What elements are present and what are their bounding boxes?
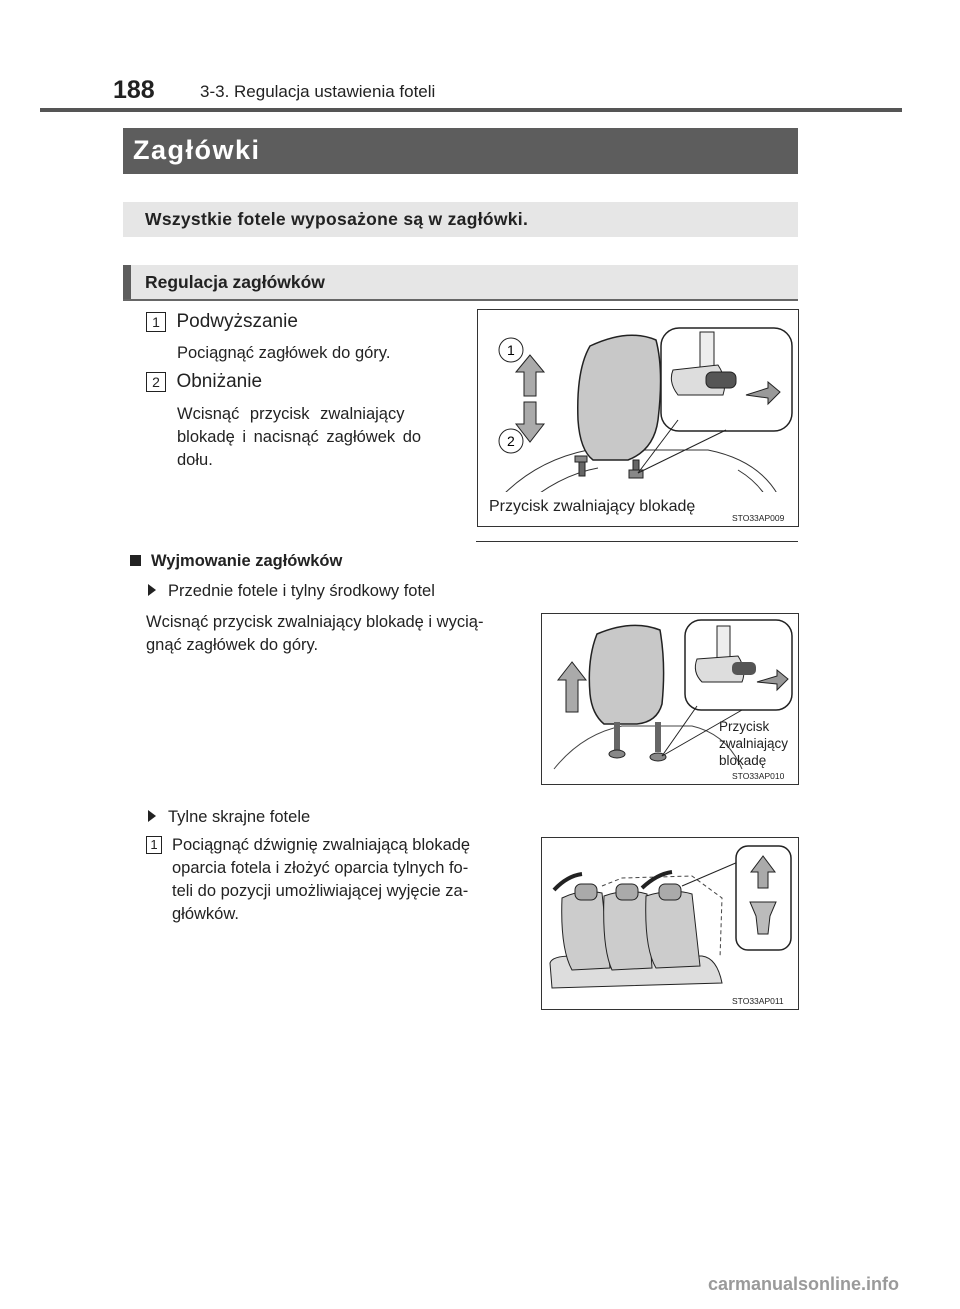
step-number: 1 — [146, 312, 166, 332]
triangle-bullet-icon — [148, 810, 156, 822]
step-2-text — [177, 403, 461, 472]
section-note: Wszystkie fotele wyposażone są w zagłówki. — [145, 209, 529, 229]
step-title: Obniżanie — [176, 371, 263, 392]
watermark: carmanualsonline.info — [708, 1274, 900, 1294]
step-2 — [146, 371, 262, 393]
text-line: gnąć zagłówek do góry. — [146, 636, 319, 654]
section-title-bar — [123, 128, 798, 174]
text-line: blokadę i nacisnąć zagłówek do — [177, 428, 422, 446]
rear-seats-text — [172, 834, 519, 926]
headrest-adjust-figure — [477, 309, 799, 527]
header-rule — [40, 108, 902, 112]
front-seats-text — [146, 611, 526, 657]
text-line: oparcia fotela i złożyć oparcia tylnych fo- — [172, 859, 469, 877]
section-title: Zagłówki — [133, 135, 261, 165]
rear-seats-title: Tylne skrajne fotele — [168, 808, 311, 826]
rear-seats-illustration — [542, 838, 798, 1009]
front-seats-item — [148, 580, 435, 603]
heading-accent — [123, 265, 131, 299]
rear-seats-item — [148, 806, 310, 829]
callout-1: 1 — [507, 342, 515, 358]
step-title: Podwyższanie — [176, 311, 298, 332]
headrest-adjust-illustration — [478, 310, 798, 526]
text-line: główków. — [172, 905, 239, 923]
figure-label: Przycisk zwalniający blokadę — [489, 498, 696, 515]
front-headrest-figure — [541, 613, 799, 785]
rear-seats-figure — [541, 837, 799, 1010]
page-number: 188 — [113, 76, 155, 104]
step-1-text: Pociągnąć zagłówek do góry. — [177, 344, 391, 362]
label-line: zwalniający — [719, 736, 789, 751]
figure-code: STO33AP009 — [732, 513, 785, 523]
text-line: teli do pozycji umożliwiającej wyjęcie za- — [172, 882, 469, 900]
step-number: 1 — [146, 836, 162, 854]
section-note-bar — [123, 202, 798, 237]
label-line: Przycisk — [719, 719, 770, 734]
subsection-heading: Regulacja zagłówków — [145, 272, 325, 292]
rear-step-number-box — [146, 836, 162, 854]
figure-code: STO33AP011 — [732, 996, 784, 1006]
subsection-heading-bar — [123, 265, 798, 301]
removal-heading-text: Wyjmowanie zagłówków — [151, 552, 343, 570]
text-line: Wcisnąć przycisk zwalniający blokadę i wycią- — [146, 613, 484, 631]
text-line: Pociągnąć dźwignię zwalniającą blokadę — [172, 836, 471, 854]
figure-label — [719, 718, 788, 769]
front-seats-title: Przednie fotele i tylny środkowy fotel — [168, 582, 435, 600]
text-line: dołu. — [177, 451, 213, 469]
running-head: 3-3. Regulacja ustawienia foteli — [200, 82, 436, 101]
heading-bullet — [130, 555, 141, 566]
section-divider — [476, 541, 798, 542]
triangle-bullet-icon — [148, 584, 156, 596]
figure-code: STO33AP010 — [732, 771, 785, 781]
removal-heading — [130, 552, 342, 571]
step-1 — [146, 311, 298, 333]
text-line: Wcisnąć przycisk zwalniający — [177, 405, 405, 423]
step-number: 2 — [146, 372, 166, 392]
callout-2: 2 — [507, 433, 515, 449]
label-line: blokadę — [719, 753, 767, 768]
